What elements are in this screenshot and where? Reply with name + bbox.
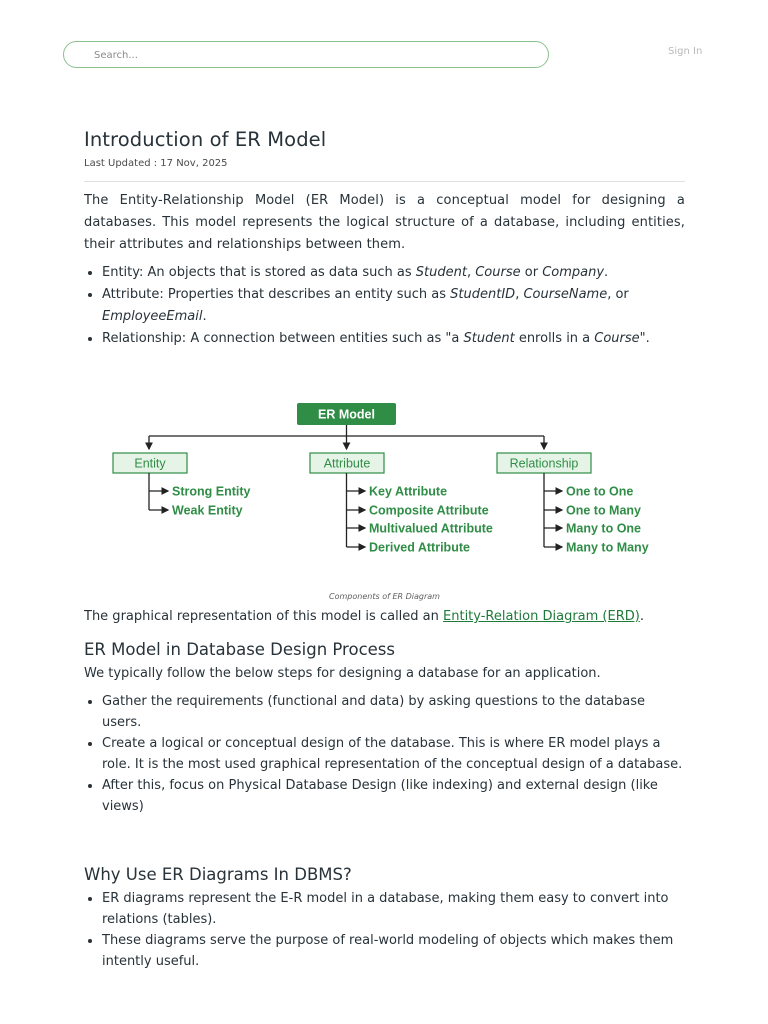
why-er-list bbox=[84, 888, 685, 972]
diagram-item: Derived Attribute bbox=[369, 540, 470, 555]
list-item: • Attribute: Properties that describes an entity such as StudentID, CourseName, or EmployeeEmail. bbox=[102, 284, 685, 328]
last-updated: Last Updated : 17 Nov, 2025 bbox=[84, 158, 228, 169]
diagram-item: Strong Entity bbox=[172, 484, 251, 499]
list-item: • Relationship: A connection between entities such as "a Student enrolls in a Course". bbox=[102, 328, 685, 350]
graphical-representation-text: The graphical representation of this model is called an Entity-Relation Diagram (ERD). bbox=[84, 609, 644, 624]
diagram-item: One to One bbox=[566, 484, 634, 499]
sign-in-link[interactable]: Sign In bbox=[668, 46, 703, 57]
section-heading-why-er: Why Use ER Diagrams In DBMS? bbox=[84, 865, 352, 884]
section-heading-design-process: ER Model in Database Design Process bbox=[84, 640, 395, 659]
list-item: • Create a logical or conceptual design of the database. This is where ER model plays a role. It is the most used graphical representation of the conceptual design of a database. bbox=[102, 733, 685, 775]
list-item: • Gather the requirements (functional and data) by asking questions to the database users. bbox=[102, 691, 685, 733]
page-title: Introduction of ER Model bbox=[84, 128, 327, 151]
section-lead: We typically follow the below steps for designing a database for an application. bbox=[84, 666, 601, 681]
list-item: • After this, focus on Physical Database Design (like indexing) and external design (like views) bbox=[102, 775, 685, 817]
article bbox=[84, 126, 685, 969]
search-input[interactable] bbox=[94, 47, 534, 63]
diagram-relationship-label: Relationship bbox=[509, 456, 579, 471]
erd-link[interactable]: Entity-Relation Diagram (ERD) bbox=[443, 609, 640, 624]
diagram-item: Weak Entity bbox=[172, 503, 243, 518]
list-item: • Entity: An objects that is stored as data such as Student, Course or Company. bbox=[102, 262, 685, 284]
design-steps-list bbox=[84, 691, 685, 817]
definition-list bbox=[84, 262, 685, 350]
diagram-attribute-label: Attribute bbox=[323, 456, 371, 471]
list-item: • These diagrams serve the purpose of real-world modeling of objects which makes them intently useful. bbox=[102, 930, 685, 972]
diagram-item: Key Attribute bbox=[369, 484, 448, 499]
diagram-root-label: ER Model bbox=[318, 407, 375, 422]
diagram-item: One to Many bbox=[566, 503, 642, 518]
diagram-caption: Components of ER Diagram bbox=[329, 592, 440, 601]
er-diagram bbox=[84, 396, 685, 596]
search-box[interactable] bbox=[63, 41, 549, 68]
list-item: • ER diagrams represent the E-R model in a database, making them easy to convert into relations (tables). bbox=[102, 888, 685, 930]
divider bbox=[84, 181, 685, 182]
diagram-entity-label: Entity bbox=[134, 456, 166, 471]
intro-paragraph: The Entity-Relationship Model (ER Model) is a conceptual model for designing a databases. This model represents the logical structure of a database, including entities, their attributes and relationships between them. bbox=[84, 193, 685, 252]
diagram-item: Many to Many bbox=[566, 540, 649, 555]
diagram-item: Many to One bbox=[566, 521, 642, 536]
diagram-item: Multivalued Attribute bbox=[369, 521, 493, 536]
diagram-item: Composite Attribute bbox=[369, 503, 489, 518]
